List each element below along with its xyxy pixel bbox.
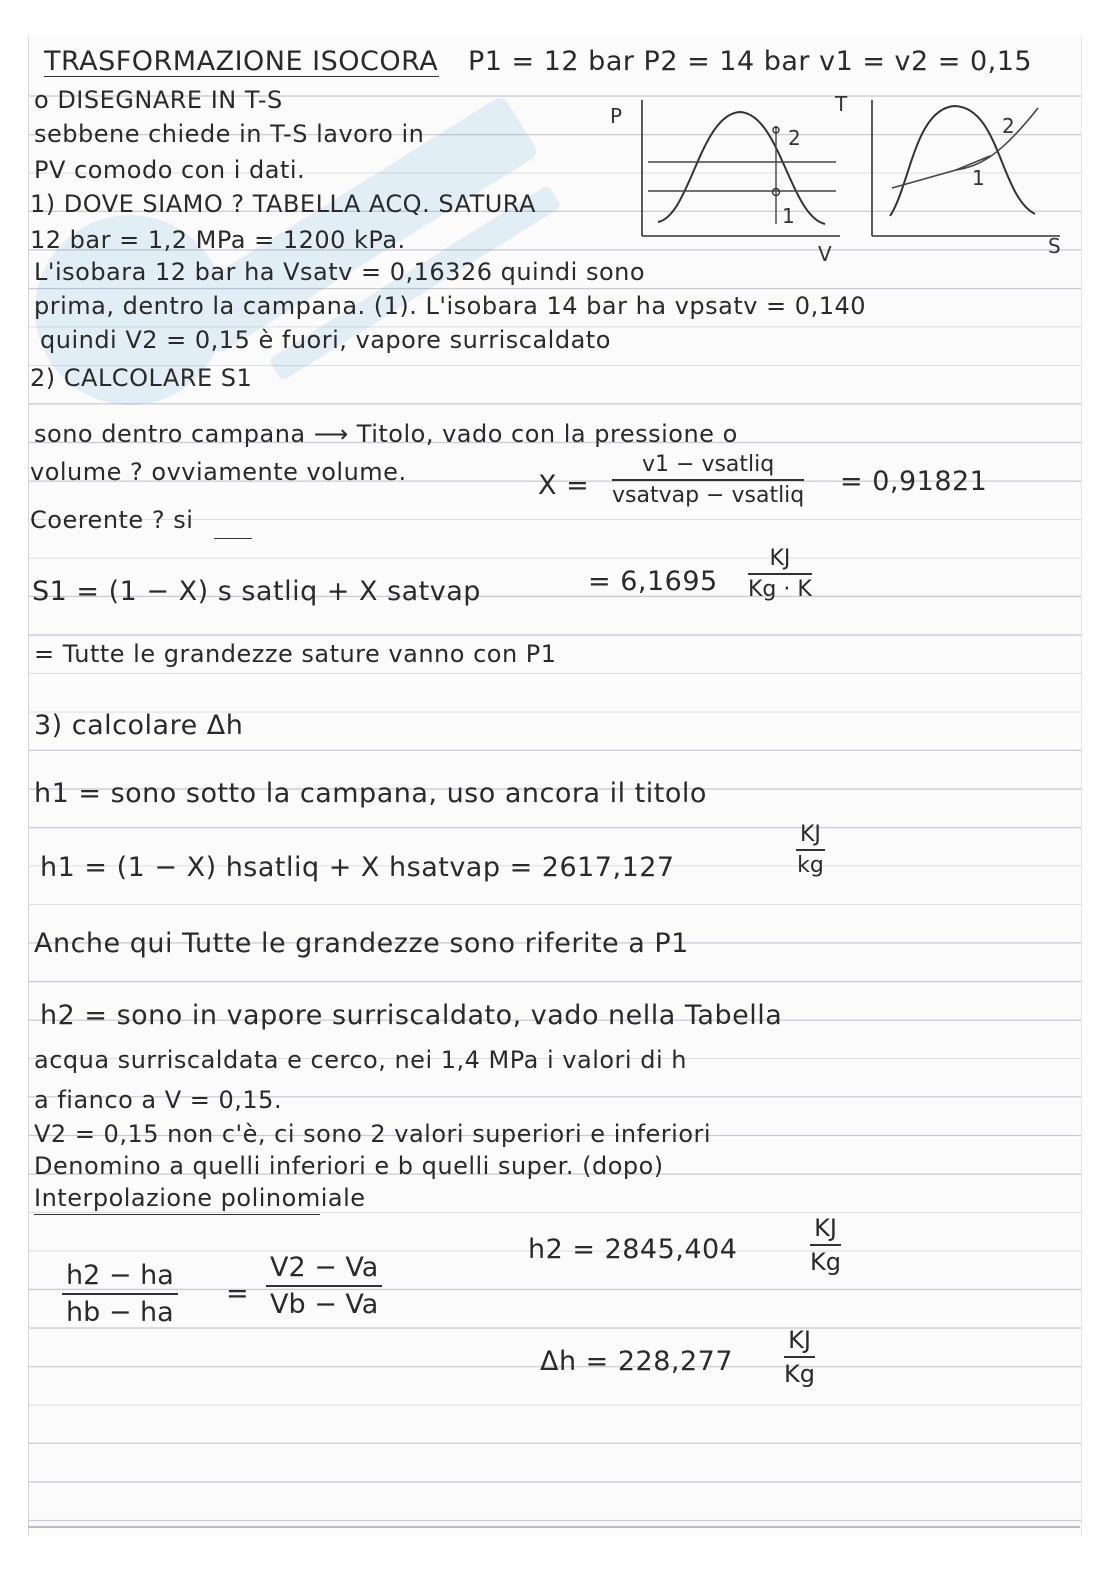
h2-unit-num: KJ [810,1214,841,1246]
title-underline [44,76,439,77]
p1-reference-note: Anche qui Tutte le grandezze sono riferite a P1 [34,928,689,959]
h2-note-3: a fianco a V = 0,15. [34,1086,283,1114]
s1-equation: S1 = (1 − X) s satliq + X satvap [32,576,481,607]
note-line-2: PV comodo con i dati. [34,156,306,184]
isobar-14: prima, dentro la campana. (1). L'isobara 14 bar ha vpsatv = 0,140 [34,292,866,320]
step-3-heading: 3) calcolare Δh [34,710,244,741]
quality-value: = 0,91821 [840,466,988,497]
given-data: P1 = 12 bar P2 = 14 bar v1 = v2 = 0,15 [468,46,1033,77]
h2-unit [810,1214,841,1276]
unit-conversion: 12 bar = 1,2 MPa = 1200 kPa. [30,226,406,254]
pv-point-1: 1 [782,204,795,228]
note-line-1: sebbene chiede in T-S lavoro in [34,120,425,148]
interp-right-fraction [266,1252,382,1320]
pv-axis-p: P [610,104,623,128]
dome-line-1: sono dentro campana ⟶ Titolo, vado con la pressione o [34,420,738,448]
s1-unit-num: KJ [748,546,812,575]
interp-left-num: h2 − ha [62,1260,178,1295]
si-underline [214,538,252,539]
h2-note-2: acqua surriscaldata e cerco, nei 1,4 MPa i valori di h [34,1046,687,1074]
x-lhs: X = [538,470,590,501]
pv-point-2: 2 [788,126,801,150]
quality-numerator: v1 − vsatliq [612,452,804,481]
title: TRASFORMAZIONE ISOCORA [44,46,439,77]
delta-h-unit-num: KJ [784,1326,815,1358]
pv-diagram [600,96,850,256]
delta-h-value: Δh = 228,277 [540,1346,734,1377]
saturation-note: = Tutte le grandezze sature vanno con P1 [34,640,557,668]
s1-value: = 6,1695 [588,566,718,597]
isobar-12: L'isobara 12 bar ha Vsatv = 0,16326 quindi sono [34,258,646,286]
ts-point-2: 2 [1002,114,1015,138]
interp-right-num: V2 − Va [266,1252,382,1287]
dome-line-2: volume ? ovviamente volume. [30,458,407,486]
step-1-heading: 1) DOVE SIAMO ? TABELLA ACQ. SATURA [30,190,536,218]
step-2-heading: 2) CALCOLARE S1 [30,364,253,392]
h2-note-1: h2 = sono in vapore surriscaldato, vado nella Tabella [40,1000,783,1031]
task-draw: o DISEGNARE IN T-S [34,86,283,114]
h1-equation: h1 = (1 − X) hsatliq + X hsatvap = 2617,127 [40,852,675,883]
ts-axis-s: S [1048,234,1061,258]
ts-diagram [860,96,1070,256]
h2-value: h2 = 2845,404 [528,1234,738,1265]
interp-equals: = [226,1278,250,1309]
pv-axis-v: V [818,242,832,266]
sheet-bottom-edge [28,1526,1080,1528]
interp-left-den: hb − ha [66,1297,174,1328]
h1-unit-num: KJ [796,822,825,851]
h1-note: h1 = sono sotto la campana, uso ancora il titolo [34,778,707,809]
delta-h-unit-den: Kg [784,1360,815,1388]
ts-axis-t: T [835,92,848,116]
interp-underline [34,1214,320,1215]
s1-unit [748,546,812,602]
h1-unit-den: kg [797,853,824,878]
h2-note-6: Interpolazione polinomiale [34,1184,366,1212]
h2-note-5: Denomino a quelli inferiori e b quelli super. (dopo) [34,1152,664,1180]
interp-right-den: Vb − Va [270,1289,379,1320]
outside-dome: quindi V2 = 0,15 è fuori, vapore surriscaldato [40,326,611,354]
delta-h-unit [784,1326,815,1388]
quality-fraction [612,452,804,508]
s1-unit-den: Kg · K [748,577,812,602]
interp-left-fraction [62,1260,178,1328]
h2-note-4: V2 = 0,15 non c'è, ci sono 2 valori superiori e inferiori [34,1120,712,1148]
quality-denominator: vsatvap − vsatliq [612,483,805,508]
h2-unit-den: Kg [810,1248,841,1276]
ts-point-1: 1 [972,166,985,190]
consistent-check: Coerente ? si [30,506,194,534]
h1-unit [796,822,825,878]
